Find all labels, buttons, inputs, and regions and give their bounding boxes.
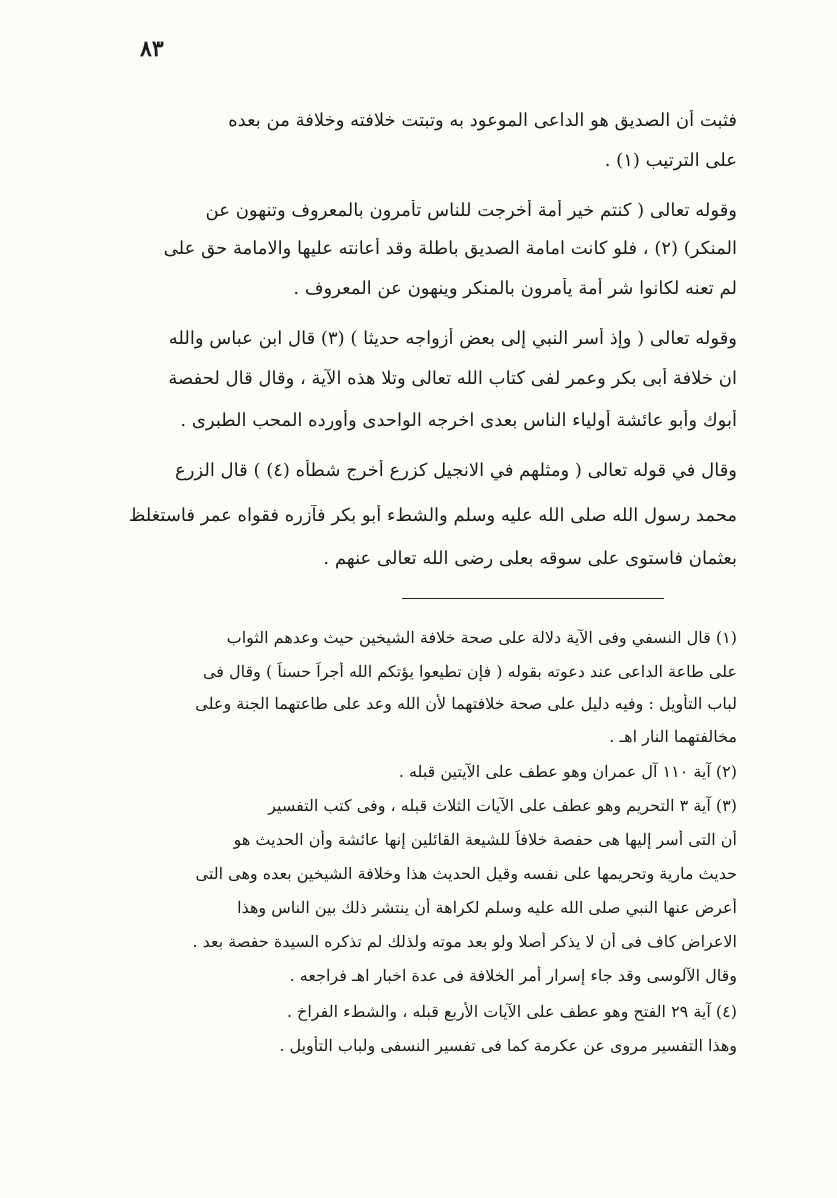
footnote-line: على طاعة الداعى عند دعوته بقوله ( فإن تطيعوا يؤتكم الله أجراً حسناً ) وقال فى	[202, 662, 737, 681]
footnote-line: لباب التأويل : وفيه دليل على صحة خلافتهما لأن الله وعد على طاعتهما الجنة وعلى	[195, 694, 737, 713]
main-text-line: لم تعنه لكانوا شر أمة يأمرون بالمنكر وينهون عن المعروف .	[293, 278, 737, 299]
footnote-line: مخالفتهما النار اهـ .	[609, 727, 737, 746]
footnote-line: الاعراض كاف فى أن لا يذكر أصلا ولو بعد موته ولذلك لم تذكره السيدة حفصة بعد .	[192, 932, 737, 951]
footnote-line: حديث مارية وتحريمها على نفسه وقيل الحديث هذا وخلافة الشيخين بعده وهى التى	[195, 864, 737, 883]
main-text-line: وقوله تعالى ( وإذ أسر النبي إلى بعض أزواجه حديثا ) (٣) قال ابن عباس والله	[168, 328, 737, 349]
main-text-line: ان خلافة أبى بكر وعمر لفى كتاب الله تعالى وتلا هذه الآية ، وقال قال لحفصة	[168, 368, 737, 389]
footnote-line: (١) قال النسفي وفى الآية دلالة على صحة خلافة الشيخين حيث وعدهم الثواب	[226, 628, 737, 647]
footnote-line: أن التى أسر إليها هى حفصة خلافاً للشيعة القائلين إنها عائشة وأن الحديث هو	[233, 830, 737, 849]
footnote-line: وقال الآلوسى وقد جاء إسرار أمر الخلافة فى عدة اخبار اهـ فراجعه .	[289, 966, 737, 985]
footnote-line: (٣) آية ٣ التحريم وهو عطف على الآيات الثلاث قبله ، وفى كتب التفسير	[268, 796, 737, 815]
main-text-line: أبوك وأبو عائشة أولياء الناس بعدى اخرجه الواحدى وأورده المحب الطبرى .	[180, 410, 737, 431]
main-text-line: وقوله تعالى ( كنتم خير أمة أخرجت للناس تأمرون بالمعروف وتنهون عن	[205, 200, 737, 221]
main-text-line: وقال في قوله تعالى ( ومثلهم في الانجيل كزرع أخرج شطأه (٤) ) قال الزرع	[174, 460, 737, 481]
footnote-line: وهذا التفسير مروى عن عكرمة كما فى تفسير النسفى ولباب التأويل .	[279, 1036, 737, 1055]
footnote-line: (٢) آية ١١٠ آل عمران وهو عطف على الآيتين قبله .	[398, 762, 737, 781]
main-text-line: محمد رسول الله صلى الله عليه وسلم والشطء أبو بكر فآزره فقواه عمر فاستغلظ	[128, 505, 737, 526]
main-text-line: بعثمان فاستوى على سوقه بعلى رضى الله تعالى عنهم .	[323, 548, 737, 569]
main-text-line: على الترتيب (١) .	[604, 150, 737, 171]
footnote-line: (٤) آية ٢٩ الفتح وهو عطف على الآيات الأربع قبله ، والشطء الفراخ .	[286, 1002, 737, 1021]
main-text-line: المنكر) (٢) ، فلو كانت امامة الصديق باطلة وقد أعانته عليها والامامة حق على	[163, 238, 737, 259]
main-text-line: فثبت أن الصديق هو الداعى الموعود به وتبتت خلافته وخلافة من بعده	[228, 110, 737, 131]
page-number: ٨٣	[140, 36, 164, 62]
footnote-divider	[402, 598, 664, 599]
footnote-line: أعرض عنها النبي صلى الله عليه وسلم لكراهة أن ينتشر ذلك بين الناس وهذا	[237, 898, 737, 917]
